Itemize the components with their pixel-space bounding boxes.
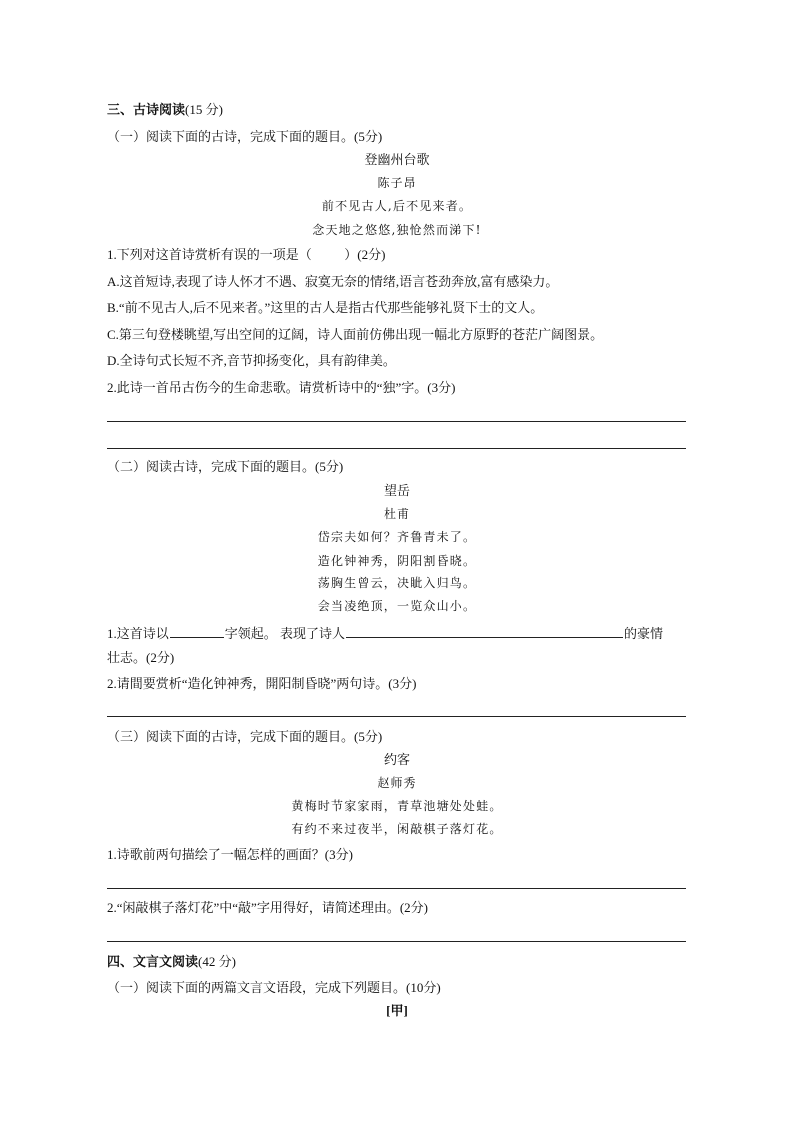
option-d: D.全诗句式长短不齐,音节抑扬变化，具有韵律美。 [107, 353, 396, 368]
section-3-score: (15 分) [185, 102, 223, 117]
poem-2-line: 岱宗夫如何？齐鲁青未了。 [317, 530, 477, 544]
answer-line [107, 716, 686, 717]
part-2-question-2: 2.请間要赏析“造化钟神秀，開阳制昏晓”两句诗。(3分) [107, 676, 417, 691]
poem-1-title: 登幽州台歌 [364, 152, 430, 167]
answer-line [107, 888, 686, 889]
option-c: C.第三句登楼眺望,写出空间的辽阔，诗人面前仿佛出现一幅北方原野的苍茫广阔图景。 [107, 327, 604, 342]
answer-line [107, 421, 686, 422]
part-3-question-2: 2.“闲敲棋子落灯花”中“敲”字用得好，请简述理由。(2分) [107, 900, 428, 915]
poem-1-line: 念天地之悠悠,独怆然而涕下! [312, 223, 482, 237]
section-4-score: (42 分) [198, 954, 236, 969]
option-a: A.这首短诗,表现了诗人怀才不遇、寂寞无奈的情绪,语言苍劲奔放,富有感染力。 [107, 274, 559, 289]
section-3-title: 三、古诗阅读 [107, 102, 186, 117]
answer-line [107, 941, 686, 942]
part-3-intro: （三）阅读下面的古诗，完成下面的题目。(5分) [107, 729, 383, 744]
question-text: 的豪情 [624, 626, 664, 641]
part-2-intro: （二）阅读古诗，完成下面的题目。(5分) [107, 459, 344, 474]
fill-blank [346, 624, 623, 638]
poem-2-author: 杜甫 [383, 507, 410, 521]
passage-label: [甲] [386, 1003, 408, 1018]
answer-line [107, 448, 686, 449]
poem-3-line: 有约不来过夜半，闲敲棋子落灯花。 [291, 822, 503, 836]
part-3-question-1: 1.诗歌前两句描绘了一幅怎样的画面？(3分) [107, 847, 353, 862]
section-4-heading [107, 954, 236, 970]
part-1-question-1: 1.下列对这首诗赏析有误的一项是（ ）(2分) [107, 247, 386, 262]
part-4-intro: （一）阅读下面的两篇文言文语段，完成下列题目。(10分) [107, 980, 441, 995]
poem-1-line: 前不见古人,后不见来者。 [321, 199, 473, 213]
part-2-question-1 [107, 624, 663, 640]
poem-3-line: 黄梅时节家家雨，青草池塘处处蛙。 [291, 799, 503, 813]
poem-3-title: 约客 [383, 752, 410, 767]
poem-2-title: 望岳 [383, 483, 410, 498]
poem-1-author: 陈子昂 [377, 176, 417, 190]
question-text: 1.这首诗以 [107, 626, 169, 641]
part-1-intro: （一）阅读下面的古诗，完成下面的题目。(5分) [107, 129, 383, 144]
poem-2-line: 造化钟神秀，阴阳割昏晓。 [317, 554, 477, 568]
section-3-heading [107, 102, 223, 118]
section-4-title: 四、文言文阅读 [107, 954, 199, 969]
part-2-question-1-continued: 壮志。(2分) [107, 650, 175, 665]
fill-blank [170, 624, 224, 638]
poem-2-line: 荡胸生曾云，决眦入归鸟。 [317, 576, 477, 590]
option-b: B.“前不见古人,后不见来者。”这里的古人是指古代那些能够礼贤下士的文人。 [107, 300, 544, 315]
poem-3-author: 赵师秀 [377, 776, 417, 790]
part-1-question-2: 2.此诗一首吊古伤今的生命悲歌。请赏析诗中的“独”字。(3分) [107, 380, 456, 395]
question-text: 字领起。 表现了诗人 [224, 626, 346, 641]
poem-2-line: 会当凌绝顶，一览众山小。 [317, 599, 477, 613]
